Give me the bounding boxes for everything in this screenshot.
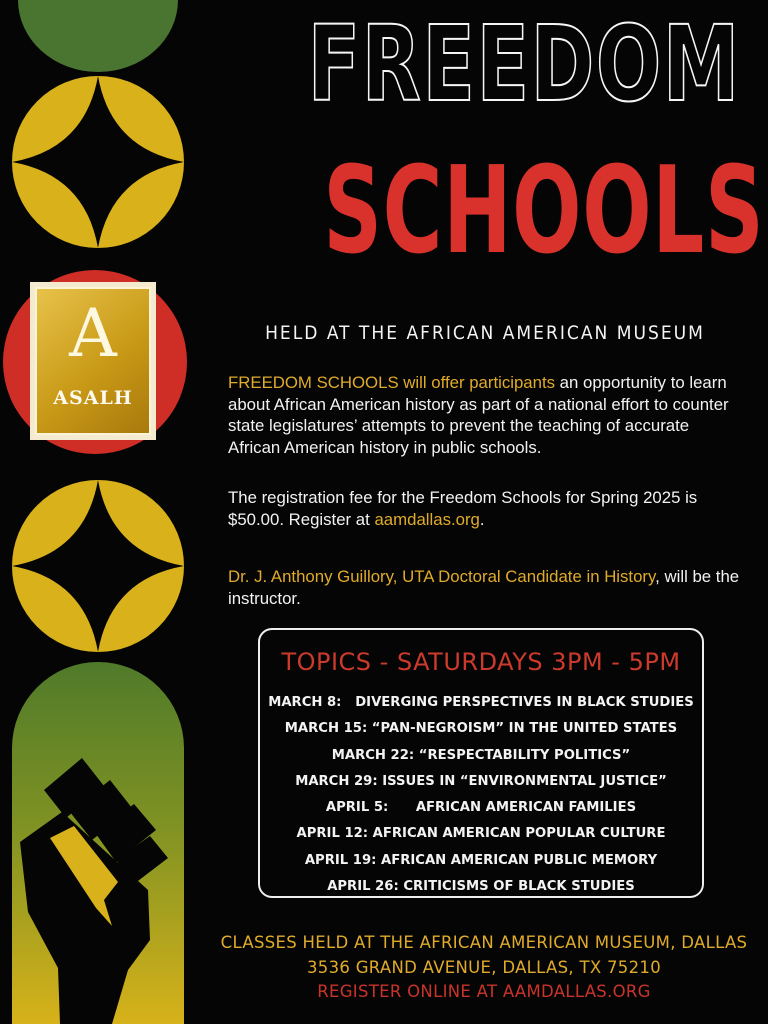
registration-link[interactable]: aamdallas.org bbox=[374, 509, 480, 529]
venue-subtitle: HELD AT THE AFRICAN AMERICAN MUSEUM bbox=[265, 322, 705, 344]
logo-a-emblem: A bbox=[69, 295, 117, 372]
topic-item: APRIL 12: AFRICAN AMERICAN POPULAR CULTURE bbox=[296, 826, 666, 842]
topic-item: MARCH 8: DIVERGING PERSPECTIVES IN BLACK STUDIES bbox=[268, 695, 694, 710]
topics-box bbox=[258, 628, 704, 898]
intro-text: an opportunity to learn about African American history as part of a national effort to counter state legislatures’ attempts to prevent the teaching of accurate African American history in public schools. bbox=[228, 373, 729, 457]
title-freedom: FREEDOM bbox=[307, 3, 741, 125]
footer-venue: CLASSES HELD AT THE AFRICAN AMERICAN MUSEUM, DALLAS bbox=[220, 933, 748, 952]
registration-end: . bbox=[479, 509, 485, 529]
topic-item: MARCH 15: “PAN-NEGROISM” IN THE UNITED STATES bbox=[284, 721, 678, 737]
topics-title: TOPICS - SATURDAYS 3PM - 5PM bbox=[281, 648, 681, 676]
topic-list bbox=[260, 690, 702, 900]
intro-highlight: FREEDOM SCHOOLS will offer participants bbox=[228, 373, 556, 392]
instructor-text: , will be the instructor. bbox=[228, 567, 740, 608]
logo-badge bbox=[35, 287, 151, 435]
green-semicircle bbox=[18, 0, 178, 72]
topic-item: APRIL 5: AFRICAN AMERICAN FAMILIES bbox=[325, 800, 637, 816]
registration-paragraph bbox=[228, 487, 744, 530]
topic-item: MARCH 29: ISSUES IN “ENVIRONMENTAL JUSTICE” bbox=[295, 773, 667, 789]
footer-address: 3536 GRAND AVENUE, DALLAS, TX 75210 bbox=[306, 958, 661, 977]
topic-item: APRIL 26: CRITICISMS OF BLACK STUDIES bbox=[327, 879, 635, 895]
decorative-side-panel bbox=[0, 0, 200, 1024]
topic-item: MARCH 22: “RESPECTABILITY POLITICS” bbox=[331, 747, 631, 763]
topic-item: APRIL 19: AFRICAN AMERICAN PUBLIC MEMORY bbox=[304, 852, 658, 868]
side-panel-art bbox=[0, 0, 200, 1024]
logo-name: ASALH bbox=[53, 387, 133, 409]
registration-text: The registration fee for the Freedom Schools for Spring 2025 is $50.00. Register at bbox=[228, 488, 698, 529]
intro-paragraph bbox=[228, 372, 744, 458]
instructor-name: Dr. J. Anthony Guillory, UTA Doctoral Candidate in History bbox=[228, 567, 656, 586]
title-schools: SCHOOLS bbox=[323, 142, 765, 281]
footer-register-link[interactable]: REGISTER ONLINE AT AAMDALLAS.ORG bbox=[317, 982, 651, 1001]
asalh-logo bbox=[30, 282, 156, 440]
instructor-paragraph bbox=[228, 566, 744, 609]
